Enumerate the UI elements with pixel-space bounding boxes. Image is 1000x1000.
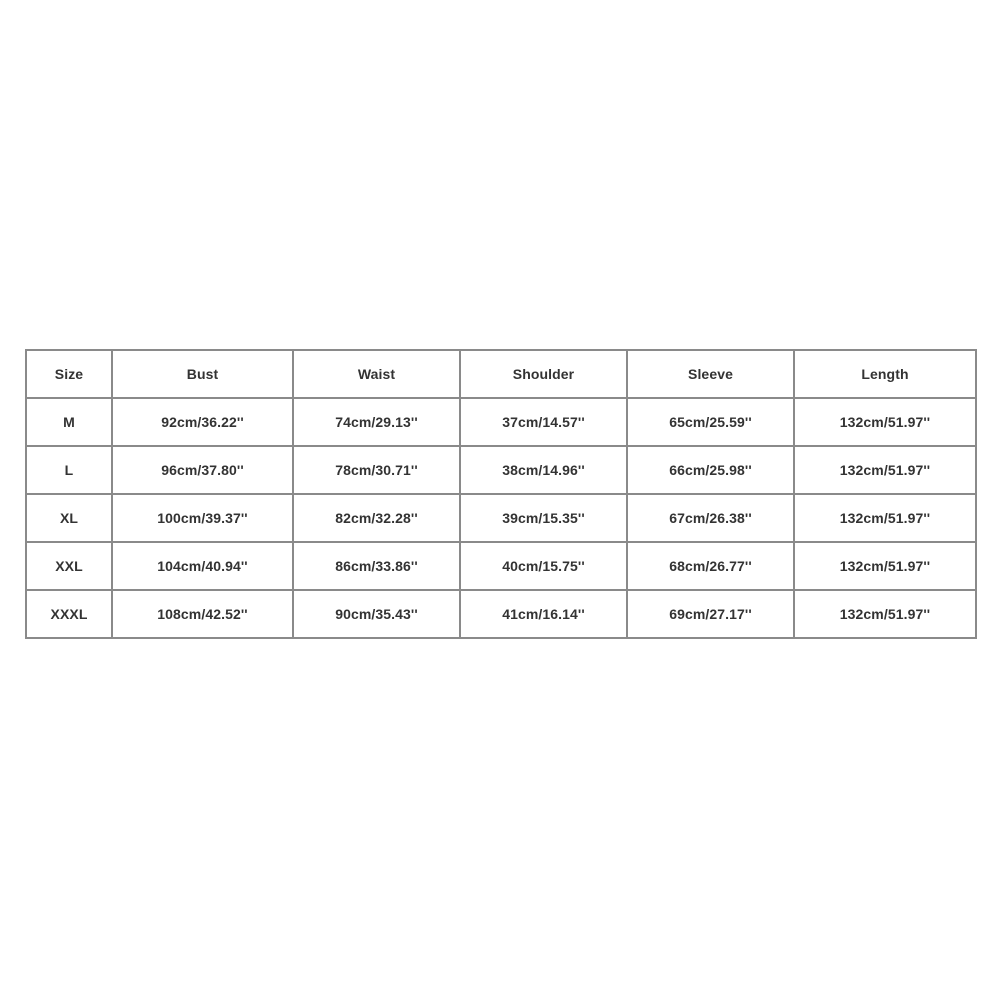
cell-shoulder: 41cm/16.14'' xyxy=(460,590,627,638)
cell-waist: 74cm/29.13'' xyxy=(293,398,460,446)
cell-waist: 82cm/32.28'' xyxy=(293,494,460,542)
cell-shoulder: 37cm/14.57'' xyxy=(460,398,627,446)
cell-size: M xyxy=(26,398,112,446)
table-row xyxy=(26,494,976,542)
cell-bust: 92cm/36.22'' xyxy=(112,398,293,446)
cell-shoulder: 39cm/15.35'' xyxy=(460,494,627,542)
header-bust: Bust xyxy=(112,350,293,398)
table-row xyxy=(26,446,976,494)
table-row xyxy=(26,398,976,446)
header-sleeve: Sleeve xyxy=(627,350,794,398)
cell-size: XXXL xyxy=(26,590,112,638)
header-size: Size xyxy=(26,350,112,398)
cell-bust: 100cm/39.37'' xyxy=(112,494,293,542)
cell-sleeve: 65cm/25.59'' xyxy=(627,398,794,446)
header-shoulder: Shoulder xyxy=(460,350,627,398)
size-chart-table xyxy=(25,349,977,639)
header-row xyxy=(26,350,976,398)
cell-waist: 90cm/35.43'' xyxy=(293,590,460,638)
table-row xyxy=(26,542,976,590)
cell-shoulder: 38cm/14.96'' xyxy=(460,446,627,494)
cell-sleeve: 66cm/25.98'' xyxy=(627,446,794,494)
cell-sleeve: 67cm/26.38'' xyxy=(627,494,794,542)
cell-length: 132cm/51.97'' xyxy=(794,590,976,638)
cell-shoulder: 40cm/15.75'' xyxy=(460,542,627,590)
cell-length: 132cm/51.97'' xyxy=(794,494,976,542)
cell-waist: 78cm/30.71'' xyxy=(293,446,460,494)
cell-length: 132cm/51.97'' xyxy=(794,446,976,494)
table-row xyxy=(26,590,976,638)
cell-length: 132cm/51.97'' xyxy=(794,542,976,590)
cell-size: XXL xyxy=(26,542,112,590)
cell-sleeve: 68cm/26.77'' xyxy=(627,542,794,590)
cell-size: L xyxy=(26,446,112,494)
cell-length: 132cm/51.97'' xyxy=(794,398,976,446)
cell-bust: 108cm/42.52'' xyxy=(112,590,293,638)
cell-waist: 86cm/33.86'' xyxy=(293,542,460,590)
cell-bust: 104cm/40.94'' xyxy=(112,542,293,590)
cell-size: XL xyxy=(26,494,112,542)
cell-sleeve: 69cm/27.17'' xyxy=(627,590,794,638)
cell-bust: 96cm/37.80'' xyxy=(112,446,293,494)
header-length: Length xyxy=(794,350,976,398)
header-waist: Waist xyxy=(293,350,460,398)
